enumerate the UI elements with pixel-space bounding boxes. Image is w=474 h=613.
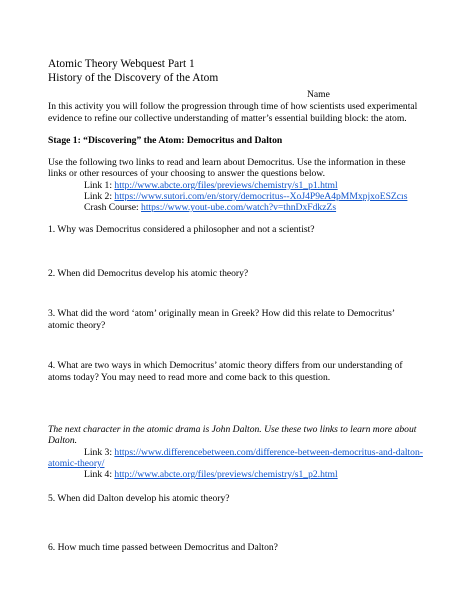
link-1-label: Link 1:: [84, 180, 115, 191]
link-2-url[interactable]: https://www.sutori.com/en/story/democritus--XoJ4P9eA4pMMxpjxoESZcıs: [114, 191, 408, 202]
link-3-url[interactable]: https://www.differencebetween.com/difference-between-democritus-and-dalton-: [114, 447, 423, 458]
question-4-line-2: atoms today? You may need to read more and come back to this question.: [48, 372, 331, 383]
question-3-line-1: 3. What did the word ‘atom’ originally mean in Greek? How did this relate to Democritus’: [48, 308, 396, 319]
question-6: 6. How much time passed between Democritus and Dalton?: [48, 542, 278, 553]
intro-line-1: In this activity you will follow the progression through time of how scientists used experimental: [48, 101, 418, 112]
link-1-url[interactable]: http://www.abcte.org/files/previews/chemistry/s1_p1.html: [114, 180, 338, 191]
question-2: 2. When did Democritus develop his atomic theory?: [48, 268, 249, 279]
link-3-label: Link 3:: [84, 447, 115, 458]
question-3-line-2: atomic theory?: [48, 320, 106, 331]
stage1-instructions-line-1: Use the following two links to read and learn about Democritus. Use the information in these: [48, 157, 406, 168]
intro-line-2: evidence to refine our collective understanding of matter’s essential building block: the atom.: [48, 113, 407, 124]
link-4-url[interactable]: http://www.abcte.org/files/previews/chemistry/s1_p2.html: [114, 469, 338, 480]
crash-course-url[interactable]: https://www.yout-ube.com/watch?v=thnDxFdkzZs: [141, 202, 337, 213]
crash-course-row: [84, 202, 336, 213]
document-title: Atomic Theory Webquest Part 1: [48, 58, 195, 70]
link-3-url-continued[interactable]: atomic-theory/: [48, 458, 105, 469]
link-4-row: [84, 469, 338, 480]
question-4-line-1: 4. What are two ways in which Democritus’ atomic theory differs from our understanding of: [48, 360, 403, 371]
link-1-row: [84, 180, 338, 191]
question-1: 1. Why was Democritus considered a philosopher and not a scientist?: [48, 224, 315, 235]
name-label: Name: [307, 89, 330, 100]
dalton-intro-line-1: The next character in the atomic drama is John Dalton. Use these two links to learn more about: [48, 424, 417, 435]
link-4-label: Link 4:: [84, 469, 115, 480]
question-5: 5. When did Dalton develop his atomic theory?: [48, 493, 230, 504]
crash-course-label: Crash Course:: [84, 202, 142, 213]
link-3-continued-row: [48, 458, 104, 469]
link-2-row: [84, 191, 407, 202]
link-3-row: [84, 447, 423, 458]
link-2-label: Link 2:: [84, 191, 115, 202]
stage1-instructions-line-2: links or other resources of your choosing to answer the questions below.: [48, 168, 326, 179]
document-subtitle: History of the Discovery of the Atom: [48, 72, 219, 84]
stage1-heading: Stage 1: “Discovering” the Atom: Democritus and Dalton: [48, 135, 283, 146]
dalton-intro-line-2: Dalton.: [48, 435, 78, 446]
